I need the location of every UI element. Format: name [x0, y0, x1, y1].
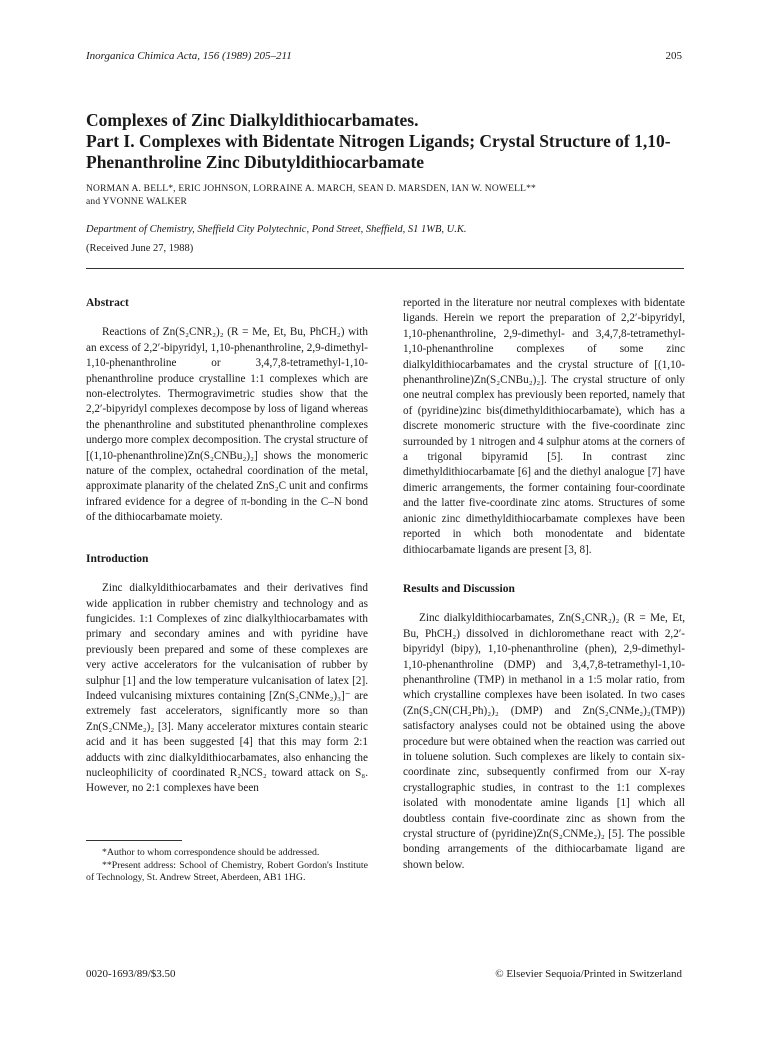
- results-text: Zinc dialkyldithiocarbamates, Zn(S₂CNR₂)₂ (R = Me, Et, Bu, PhCH₂) dissolved in dichloromethane react with 2,2′-bipyridyl (bipy), 1,10-phenanthroline (phen), 2,9-dimethyl-1,10-phenanthroline (DMP) and 3,4,7,8-tetramethyl-1,10-phenanthroline (TMP) in methanol in a 1:5 molar ratio, from which crystalline complexes have been isolated. In two cases (Zn(S₂CN(CH₂Ph)₂)₂ (DMP) and Zn(S₂CNMe₂)₂(TMP)) satisfactory analyses could not be obtained using the above procedure but were obtained when the reaction was carried out in toluene solution. Such complexes are likely to contain six-coordinate zinc, subsequently confirmed from our X-ray crystallographic studies, in contrast to the 1:1 complexes isolated with monodentate amine ligands [1] which all doubtless contain five-coordinate zinc as shown from the crystal structure of (pyridine)Zn(S₂CNMe₂)₂ [5]. The possible bonding arrangements of the dithiocarbamate ligand are shown below.: [403, 612, 685, 871]
- introduction-heading: Introduction: [86, 552, 149, 565]
- authors-line-2: and YVONNE WALKER: [86, 197, 188, 207]
- abstract-heading: Abstract: [86, 297, 129, 309]
- article-title: [86, 110, 686, 173]
- publisher-line: © Elsevier Sequoia/Printed in Switzerland: [495, 968, 682, 980]
- footnotes: [86, 847, 368, 885]
- title-line-2: Part I. Complexes with Bidentate Nitrogen Ligands; Crystal Structure of 1,10-: [86, 131, 671, 151]
- right-column: [403, 296, 685, 873]
- abstract-text: Reactions of Zn(S₂CNR₂)₂ (R = Me, Et, Bu, PhCH₂) with an excess of 2,2′-bipyridyl, 1,10-phenanthroline, 2,9-dimethyl-1,10-phenanthroline or 3,4,7,8-tetramethyl-1,10-phenanthroline produce crystalline 1:1 complexes which are non-electrolytes. Thermogravimetric studies show that the 2,2′-bipyridyl complexes decompose by loss of ligand whereas the phenanthroline and substituted phenanthroline complexes undergo more complex decomposition. The crystal structure of [(1,10-phenanthroline)Zn(S₂CNBu₂)₂] shows the monomeric nature of the complex, octahedral coordination of the metal, approximate planarity of the chelated ZnS₂C unit and confirms infrared evidence for a degree of π-bonding in the C–N bond of the dithiocarbamate moiety.: [86, 326, 368, 524]
- footnote-divider: [86, 840, 182, 841]
- left-column: [86, 296, 368, 797]
- authors-line-1: NORMAN A. BELL*, ERIC JOHNSON, LORRAINE A. MARCH, SEAN D. MARSDEN, IAN W. NOWELL**: [86, 184, 536, 194]
- introduction-continued-text: reported in the literature nor neutral complexes with bidentate ligands. Herein we report the preparation of 2,2′-bipyridyl, 1,10-phenanthroline, 2,9-dimethyl- and 3,4,7,8-tetramethyl-1,10-phenanthroline complexes of some zinc dialkyldithiocarbamates and the crystal structure of [(1,10-phenanthroline)Zn(S₂CNBu₂)₂]. The crystal structure of only one neutral complex has previously been reported, namely that of (pyridine)zinc bis(dimethyldithiocarbamate), which has a discrete monomeric structure with the five-coordinate zinc surrounded by 1 nitrogen and 4 sulphur atoms at the corners of a trigonal bipyramid [5]. In contrast zinc dimethyldithiocarbamate [6] and the diethyl analogue [7] have dimeric arrangements, the former containing four-coordinate and the latter five-coordinate zinc atoms. Structures of some anionic zinc dimethyldithiocarbamate complexes have been reported in which both monodentate and bidentate dithiocarbamate ligands are present [3, 8].: [403, 297, 685, 556]
- received-date: (Received June 27, 1988): [86, 243, 194, 254]
- introduction-text: Zinc dialkyldithiocarbamates and their derivatives find wide application in rubber chemistry and technology and as fungicides. 1:1 Complexes of zinc dialkylthiocarbamates with primary and secondary amines and with pyridine have previously been prepared and some of these complexes are very active accelerators for the vulcanisation of rubber by sulphur [1] and the low temperature vulcanisation of latex [2]. Indeed vulcanising mixtures containing [Zn(S₂CNMe₂)₃]⁻ are extremely fast accelerators, significantly more so than Zn(S₂CNMe₂)₂ [3]. Many accelerator mixtures contain stearic acid and it has been suggested [4] that this may form 2:1 adducts with zinc dialkyldithiocarbamates, also enhancing the nucleophilicity of coordinated R₂NCS₂ toward attack on S₈. However, no 2:1 complexes have been: [86, 582, 368, 795]
- results-heading: Results and Discussion: [403, 582, 515, 595]
- author-list: [86, 183, 686, 209]
- affiliation: Department of Chemistry, Sheffield City Polytechnic, Pond Street, Sheffield, S1 1WB, U.K.: [86, 224, 467, 235]
- footnote-1: *Author to whom correspondence should be addressed.: [102, 847, 320, 858]
- title-line-3: Phenanthroline Zinc Dibutyldithiocarbamate: [86, 152, 425, 172]
- issn-price: 0020-1693/89/$3.50: [86, 968, 176, 980]
- footnote-2: **Present address: School of Chemistry, Robert Gordon's Institute of Technology, St. Andrew Street, Aberdeen, AB1 1HG.: [86, 859, 368, 884]
- page-footer: [86, 968, 682, 980]
- journal-citation: Inorganica Chimica Acta, 156 (1989) 205–211: [86, 50, 292, 62]
- title-line-1: Complexes of Zinc Dialkyldithiocarbamates.: [86, 110, 419, 130]
- running-header: [86, 50, 682, 62]
- header-divider: [86, 268, 684, 269]
- page-number: 205: [665, 50, 682, 62]
